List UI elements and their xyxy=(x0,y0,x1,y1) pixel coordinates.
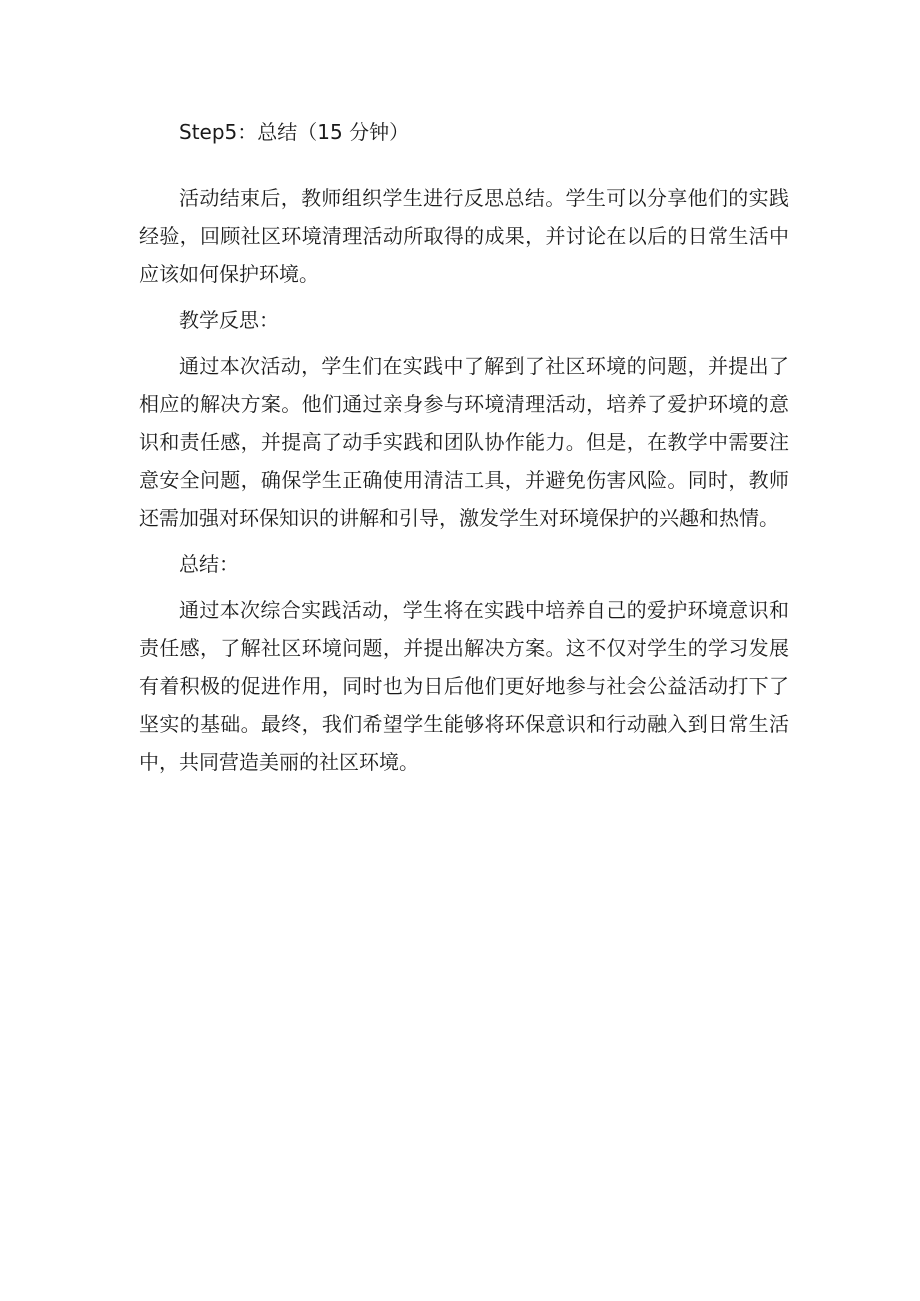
step-heading: Step5：总结（15 分钟） xyxy=(179,120,410,144)
conclusion-paragraph: 通过本次综合实践活动，学生将在实践中培养自己的爱护环境意识和责任感，了解社区环境问题，并提出解决方案。这不仅对学生的学习发展有着积极的促进作用，同时也为日后他们更好地参与社会公益活动打下了坚实的基础。最终，我们希望学生能够将环保意识和行动融入到日常生活中，共同营造美丽的社区环境。 xyxy=(139,598,789,774)
document-body xyxy=(139,113,789,781)
conclusion-heading: 总结： xyxy=(179,552,239,576)
reflection-paragraph: 通过本次活动，学生们在实践中了解到了社区环境的问题，并提出了相应的解决方案。他们通过亲身参与环境清理活动，培养了爱护环境的意识和责任感，并提高了动手实践和团队协作能力。但是，在教学中需要注意安全问题，确保学生正确使用清洁工具，并避免伤害风险。同时，教师还需加强对环保知识的讲解和引导，激发学生对环境保护的兴趣和热情。 xyxy=(139,354,789,530)
reflection-heading: 教学反思： xyxy=(179,308,279,332)
summary-paragraph: 活动结束后，教师组织学生进行反思总结。学生可以分享他们的实践经验，回顾社区环境清理活动所取得的成果，并讨论在以后的日常生活中应该如何保护环境。 xyxy=(139,186,789,286)
